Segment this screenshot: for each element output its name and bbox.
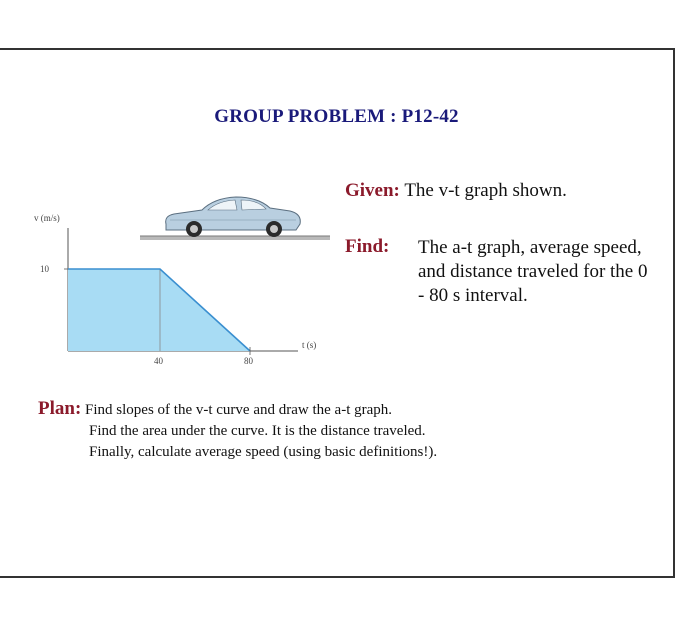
plan-text-2: Find the area under the curve. It is the distance traveled. — [89, 423, 426, 439]
x-tick-label-80: 80 — [244, 356, 253, 366]
car-illustration — [140, 188, 330, 250]
y-axis-label: v (m/s) — [34, 213, 60, 223]
plan-label: Plan: — [38, 398, 82, 419]
given-statement — [345, 180, 567, 202]
ground — [140, 236, 330, 240]
slide — [0, 48, 675, 578]
x-tick-label-40: 40 — [154, 356, 163, 366]
plan-text-1: Find slopes of the v-t curve and draw the a-t graph. — [85, 402, 393, 418]
x-axis-label: t (s) — [302, 340, 317, 350]
slide-title: GROUP PROBLEM : P12-42 — [214, 106, 459, 127]
plan-text-3: Finally, calculate average speed (using basic definitions!). — [89, 444, 438, 460]
plan-line-1 — [38, 398, 437, 421]
given-label: Given: — [345, 180, 400, 201]
given-text: The v-t graph shown. — [404, 180, 567, 201]
car-hubcap-rear — [270, 225, 278, 233]
plan-statement — [38, 398, 437, 463]
area-under-curve — [68, 269, 250, 351]
car-hubcap-front — [190, 225, 198, 233]
find-text: The a-t graph, average speed, and distance traveled for the 0 - 80 s interval. — [418, 237, 648, 306]
y-tick-label: 10 — [40, 264, 49, 274]
find-label: Find: — [345, 236, 390, 257]
